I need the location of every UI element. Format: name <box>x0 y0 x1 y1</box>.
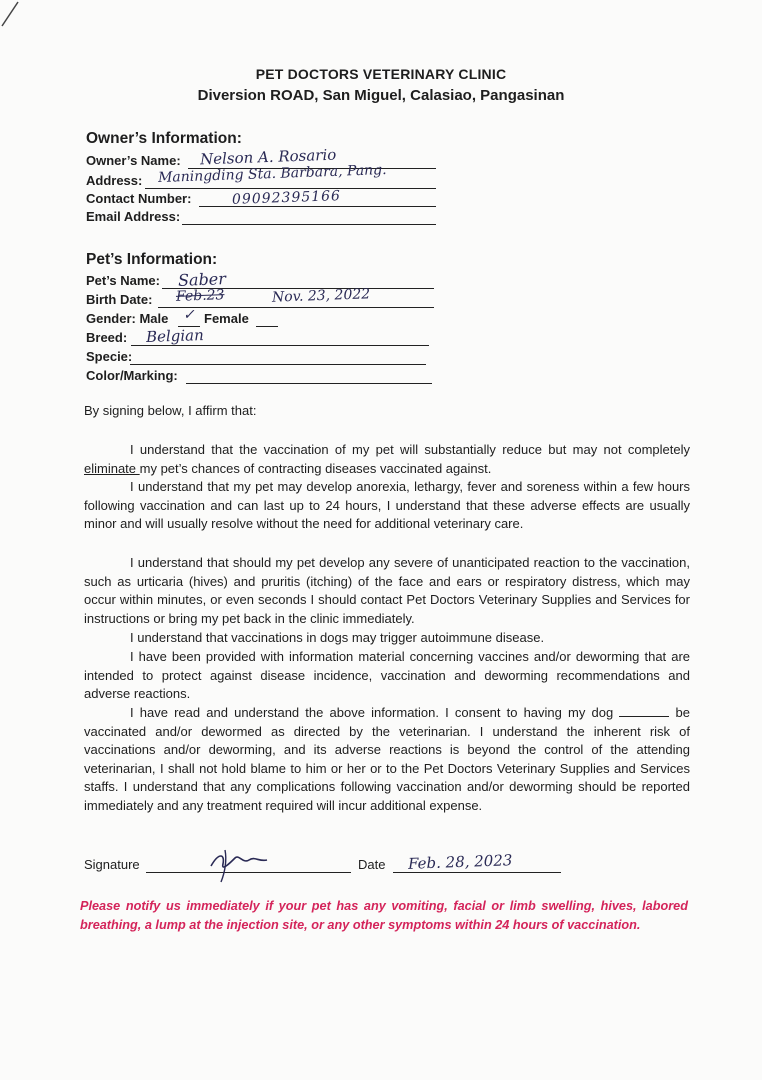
owner-section-title: Owner’s Information: <box>86 130 242 147</box>
dog-name-blank <box>619 706 669 717</box>
consent-p6-text-b: be vaccinated and/or dewormed as directed by the veterinarian. I understand the inherent risk of vaccinations and/or deworming, and its adverse reactions is beyond the control of the attending veterinarian, I shall not hold blame to him or her or to the Pet Doctors Veterinary Supplies and Services staffs. I understand that any complications following vaccination and/or deworming should be reported immediately and any treatment required will incur additional expense. <box>84 705 690 813</box>
gender-male-label: Gender: Male <box>86 311 169 326</box>
color-marking-line <box>186 383 432 384</box>
gender-check-mark: ✓ <box>182 306 196 324</box>
consent-paragraph-1 <box>84 441 690 478</box>
breed-line <box>131 345 429 346</box>
email-line <box>182 224 436 225</box>
clinic-name: PET DOCTORS VETERINARY CLINIC <box>255 66 507 82</box>
date-label: Date <box>358 857 386 872</box>
pet-name-label: Pet’s Name: <box>86 273 160 288</box>
date-value: Feb. 28, 2023 <box>407 851 513 873</box>
consent-paragraph-6 <box>84 704 690 816</box>
pet-section-title: Pet’s Information: <box>86 251 218 268</box>
signature-scribble <box>205 842 275 884</box>
address-label: Address: <box>86 173 143 188</box>
signature-label: Signature <box>84 857 140 872</box>
birth-date-struck: Feb.23 <box>175 287 225 305</box>
birth-date-label: Birth Date: <box>86 292 153 307</box>
email-label: Email Address: <box>86 209 181 224</box>
consent-paragraph-3: I understand that should my pet develop any severe of unanticipated reaction to the vaccination, such as urticaria (hives) and pruritis (itching) of the face and ears or respiratory distress, which may occur within minutes, or even seconds I should contact Pet Doctors Veterinary Supplies and Services for instructions or bring my pet back in the clinic immediately. <box>84 555 690 626</box>
clinic-address: Diversion ROAD, San Miguel, Calasiao, Pangasinan <box>197 87 565 104</box>
consent-p6-text-a: I have read and understand the above information. I consent to having my dog <box>130 705 614 720</box>
notify-notice: Please notify us immediately if your pet has any vomiting, facial or limb swelling, hives, labored breathing, a lump at the injection site, or any other symptoms within 24 hours of vaccination. <box>80 899 688 932</box>
contact-label: Contact Number: <box>86 191 192 206</box>
color-marking-label: Color/Marking: <box>86 368 178 383</box>
specie-line <box>130 364 426 365</box>
birth-date-line <box>158 307 434 308</box>
breed-value: Belgian <box>145 325 204 347</box>
pet-name-value: Saber <box>177 269 227 290</box>
consent-paragraph-4: I understand that vaccinations in dogs may trigger autoimmune disease. <box>130 630 545 645</box>
corner-fold-mark <box>0 0 30 40</box>
consent-p1-text-a: I understand that the vaccination of my pet will substantially reduce but may not completely <box>130 442 690 457</box>
address-value: Maningding Sta. Barbara, Pang. <box>157 162 387 186</box>
consent-intro: By signing below, I affirm that: <box>84 403 257 418</box>
consent-paragraph-2: I understand that my pet may develop anorexia, lethargy, fever and soreness within a few hours following vaccination and can last up to 24 hours, I understand that these adverse effects are usually minor and will usually resolve without the need for additional veterinary care. <box>84 479 690 532</box>
consent-paragraph-5: I have been provided with information material concerning vaccines and/or deworming that are intended to protect against disease incidence, vaccination and deworming recommendations and adverse reactions. <box>84 649 690 702</box>
gender-female-label: Female <box>204 311 249 326</box>
owner-name-label: Owner’s Name: <box>86 153 181 168</box>
consent-p1-underlined: eliminate <box>84 460 140 476</box>
owner-name-value: Nelson A. Rosario <box>199 145 337 169</box>
consent-p1-text-b: my pet’s chances of contracting diseases vaccinated against. <box>139 460 492 476</box>
birth-date-value: Nov. 23, 2022 <box>271 286 371 306</box>
contact-value: 09092395166 <box>231 188 342 208</box>
breed-label: Breed: <box>86 330 128 345</box>
gender-female-line <box>256 326 278 327</box>
specie-label: Specie: <box>86 349 133 364</box>
